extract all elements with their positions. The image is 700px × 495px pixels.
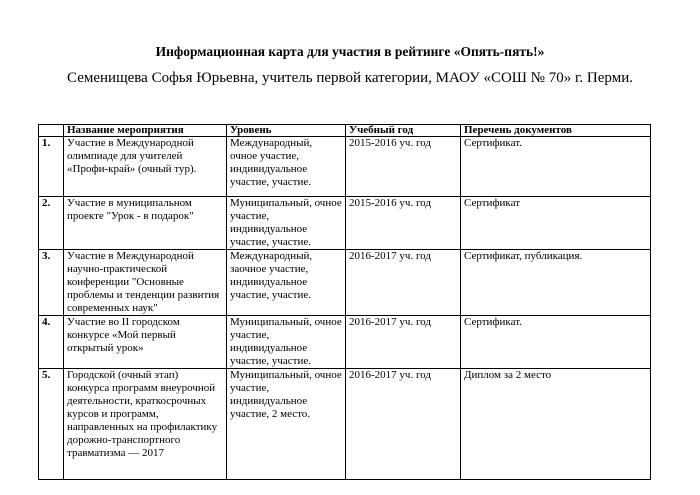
level-cell: Муниципальный, очное участие, индивидуальное участие, участие. (227, 316, 346, 369)
event-cell: Участие в муниципальном проекте "Урок - в подарок" (64, 197, 227, 250)
header-level: Уровень (227, 125, 346, 137)
row-number: 4. (39, 316, 64, 369)
level-cell: Муниципальный, очное участие, индивидуальное участие, 2 место. (227, 369, 346, 480)
year-cell: 2015-2016 уч. год (346, 197, 461, 250)
row-number: 2. (39, 197, 64, 250)
row-number: 5. (39, 369, 64, 480)
header-year: Учебный год (346, 125, 461, 137)
document-subtitle: Семенищева Софья Юрьевна, учитель первой категории, МАОУ «СОШ № 70» г. Перми. (67, 70, 633, 86)
docs-cell: Сертификат, публикация. (461, 250, 651, 316)
level-cell: Международный, заочное участие, индивидуальное участие, участие. (227, 250, 346, 316)
docs-cell: Диплом за 2 место (461, 369, 651, 480)
header-event: Название мероприятия (64, 125, 227, 137)
event-cell: Участие в Международной олимпиаде для учителей «Профи-край» (очный тур). (64, 137, 227, 197)
table-row (39, 369, 651, 480)
table-row (39, 316, 651, 369)
year-cell: 2016-2017 уч. год (346, 369, 461, 480)
level-cell: Муниципальный, очное участие, индивидуальное участие, участие. (227, 197, 346, 250)
year-cell: 2016-2017 уч. год (346, 250, 461, 316)
document-title: Информационная карта для участия в рейтинге «Опять-пять!» (155, 44, 545, 59)
table-row (39, 250, 651, 316)
row-number: 3. (39, 250, 64, 316)
table-row (39, 137, 651, 197)
header-number (39, 125, 64, 137)
level-cell: Международный, очное участие, индивидуальное участие, участие. (227, 137, 346, 197)
info-table (38, 124, 651, 480)
docs-cell: Сертификат. (461, 316, 651, 369)
docs-cell: Сертификат (461, 197, 651, 250)
year-cell: 2016-2017 уч. год (346, 316, 461, 369)
year-cell: 2015-2016 уч. год (346, 137, 461, 197)
table-row (39, 197, 651, 250)
row-number: 1. (39, 137, 64, 197)
header-docs: Перечень документов (461, 125, 651, 137)
docs-cell: Сертификат. (461, 137, 651, 197)
table-header-row (39, 125, 651, 137)
event-cell: Участие в Международной научно-практической конференции "Основные проблемы и тенденции развития современных наук" (64, 250, 227, 316)
event-cell: Городской (очный этап) конкурса программ внеурочной деятельности, краткосрочных курсов и программ, направленных на профилактику дорожно-транспортного травматизма — 2017 (64, 369, 227, 480)
event-cell: Участие во II городском конкурсе «Мой первый открытый урок» (64, 316, 227, 369)
